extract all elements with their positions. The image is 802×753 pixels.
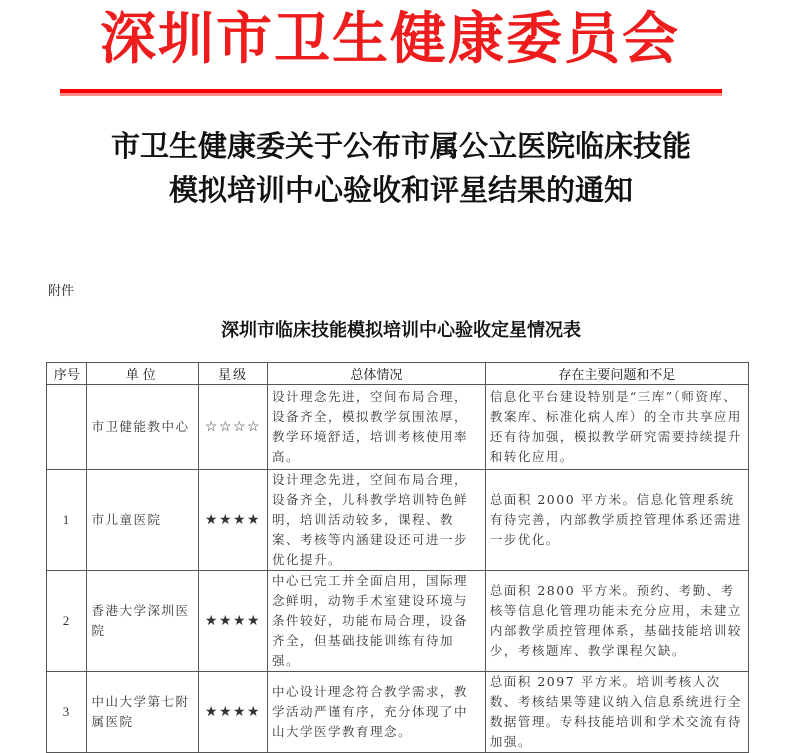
cell-summary: 中心已完工并全面启用，国际理念鲜明，动物手术室建设环境与条件较好，功能布局合理，设备齐全，但基础技能训练有待加强。 <box>267 571 485 672</box>
star-rating-icon: ★★★★ <box>199 672 268 753</box>
cell-unit: 市卫健能教中心 <box>87 385 199 470</box>
table-title: 深圳市临床技能模拟培训中心验收定星情况表 <box>221 320 581 341</box>
table-row <box>47 571 749 672</box>
masthead-red-rule-shadow <box>60 93 722 96</box>
notice-title-line2: 模拟培训中心验收和评星结果的通知 <box>168 173 633 207</box>
cell-unit: 市儿童医院 <box>87 470 199 571</box>
cell-unit: 香港大学深圳医院 <box>87 571 199 672</box>
cell-issues: 总面积 2097 平方米。培训考核人次数、考核结果等建议纳入信息系统进行全数据管理。专科技能培训和学术交流有待加强。 <box>485 672 748 753</box>
cell-issues: 信息化平台建设特别是“三库”（师资库、教案库、标准化病人库）的全市共享应用还有待加强，模拟教学研究需要持续提升和转化应用。 <box>485 385 748 470</box>
cell-summary: 中心设计理念符合教学需求，教学活动严谨有序，充分体现了中山大学医学教育理念。 <box>267 672 485 753</box>
cell-seq: 3 <box>47 672 87 753</box>
column-header-stars: 星级 <box>199 363 268 385</box>
table-row <box>47 672 749 753</box>
notice-title <box>20 124 782 212</box>
table-row <box>47 385 749 470</box>
cell-unit: 中山大学第七附属医院 <box>87 672 199 753</box>
cell-issues: 总面积 2000 平方米。信息化管理系统有待完善，内部教学质控管理体系还需进一步优化。 <box>485 470 748 571</box>
cell-summary: 设计理念先进，空间布局合理，设备齐全，儿科教学培训特色鲜明，培训活动较多，课程、教案、考核等内涵建设还可进一步优化提升。 <box>267 470 485 571</box>
star-rating-icon: ★★★★ <box>199 470 268 571</box>
cell-issues: 总面积 2800 平方米。预约、考勤、考核等信息化管理功能未充分应用，未建立内部教学质控管理体系，基础技能培训较少，考核题库、教学课程欠缺。 <box>485 571 748 672</box>
table-header-row <box>47 363 749 385</box>
masthead-org-name: 深圳市卫生健康委员会 <box>100 6 680 72</box>
cell-summary: 设计理念先进，空间布局合理，设备齐全，模拟教学氛围浓厚，教学环境舒适，培训考核使用率高。 <box>267 385 485 470</box>
cell-seq <box>47 385 87 470</box>
star-rating-icon: ★★★★ <box>199 571 268 672</box>
rating-table <box>46 362 749 753</box>
column-header-issues: 存在主要问题和不足 <box>485 363 748 385</box>
star-rating-hollow-icon: ☆☆☆☆ <box>199 385 268 470</box>
cell-seq: 1 <box>47 470 87 571</box>
column-header-summary: 总体情况 <box>267 363 485 385</box>
attachment-label: 附件 <box>48 284 75 299</box>
notice-title-line1: 市卫生健康委关于公布市属公立医院临床技能 <box>110 129 691 163</box>
cell-seq: 2 <box>47 571 87 672</box>
table-row <box>47 470 749 571</box>
column-header-seq: 序号 <box>47 363 87 385</box>
column-header-unit: 单位 <box>87 363 199 385</box>
